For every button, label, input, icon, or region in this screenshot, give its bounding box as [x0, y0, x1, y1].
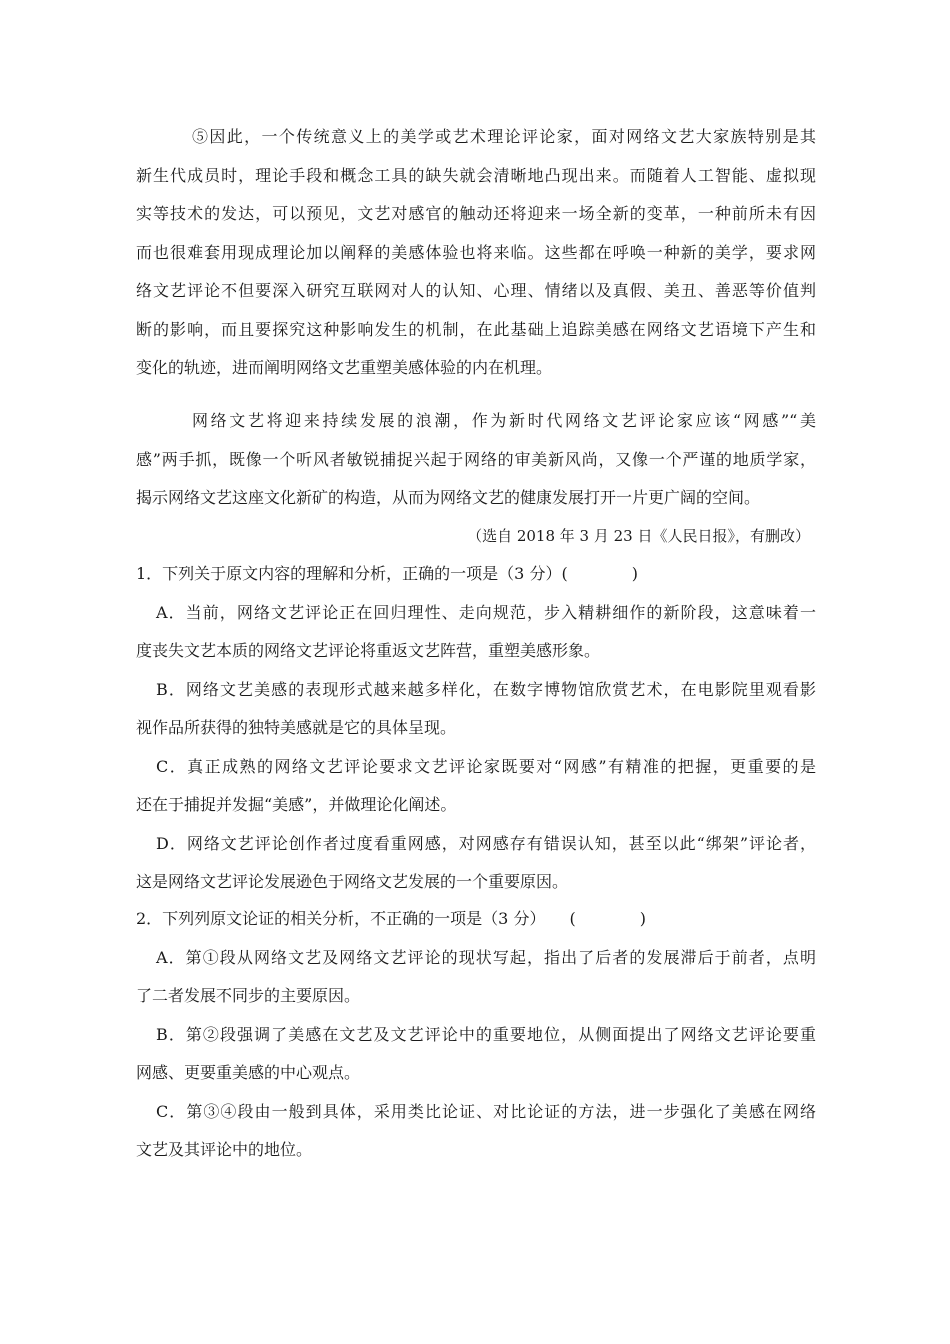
- question-stem: 1．下列关于原文内容的理解和分析，正确的一项是（3 分）( ): [136, 564, 638, 583]
- option-d-line: D．网络文艺评论创作者过度看重网感，对网感存有错误认知，甚至以此“绑架”评论者，: [156, 833, 816, 853]
- paragraph-line: 断的影响，而且要探究这种影响发生的机制，在此基础上追踪美感在网络文艺语境下产生和: [136, 319, 816, 339]
- option-c-line: C．真正成熟的网络文艺评论要求文艺评论家既要对“网感”有精准的把握，更重要的是: [156, 756, 816, 776]
- option-a-line: A．第①段从网络文艺及网络文艺评论的现状写起，指出了后者的发展滞后于前者，点明: [156, 947, 816, 967]
- option-a-line: 度丧失文艺本质的网络文艺评论将重返文艺阵营，重塑美感形象。: [136, 641, 601, 660]
- option-c-line: 还在于捕捉并发掘“美感”，并做理论化阐述。: [136, 795, 457, 814]
- option-a-line: A．当前，网络文艺评论正在回归理性、走向规范，步入精耕细作的新阶段，这意味着一: [156, 602, 816, 622]
- paragraph-line: 揭示网络文艺这座文化新矿的构造，从而为网络文艺的健康发展打开一片更广阔的空间。: [136, 488, 761, 507]
- source-citation: [136, 517, 816, 556]
- paragraph-line: 络文艺评论不但要深入研究互联网对人的认知、心理、情绪以及真假、美丑、善恶等价值判: [136, 281, 816, 300]
- paragraph-line: 网络文艺将迎来持续发展的浪潮，作为新时代网络文艺评论家应该“网感”“美: [192, 411, 816, 430]
- paragraph-line: ⑤因此，一个传统意义上的美学或艺术理论评论家，面对网络文艺大家族特别是其: [192, 127, 816, 146]
- paragraph-6: [136, 402, 816, 518]
- paragraph-line: 新生代成员时，理论手段和概念工具的缺失就会清晰地凸现出来。而随着人工智能、虚拟现: [136, 165, 816, 185]
- option-b-line: 视作品所获得的独特美感就是它的具体呈现。: [136, 718, 457, 737]
- option-a-line: 了二者发展不同步的主要原因。: [136, 986, 361, 1005]
- paragraph-line: 实等技术的发达，可以预见，文艺对感官的触动还将迎来一场全新的变革，一种前所未有因: [136, 204, 816, 223]
- option-c-line: C．第③④段由一般到具体，采用类比论证、对比论证的方法，进一步强化了美感在网络: [156, 1101, 816, 1121]
- option-b-line: B．网络文艺美感的表现形式越来越多样化，在数字博物馆欣赏艺术，在电影院里观看影: [156, 679, 816, 699]
- question-stem: 2．下列列原文论证的相关分析，不正确的一项是（3 分） ( ): [136, 909, 646, 928]
- paragraph-line: 感”两手抓，既像一个听风者敏锐捕捉兴起于网络的审美新风尚，又像一个严谨的地质学家，: [136, 449, 816, 469]
- source-line: （选自 2018 年 3 月 23 日《人民日报》，有删改）: [467, 527, 810, 545]
- paragraph-line: 变化的轨迹，进而阐明网络文艺重塑美感体验的内在机理。: [136, 358, 553, 377]
- option-b-line: 网感、更要重美感的中心观点。: [136, 1063, 361, 1082]
- option-c-line: 文艺及其评论中的地位。: [136, 1140, 313, 1159]
- question-2: [136, 900, 816, 1170]
- question-1: [136, 555, 816, 902]
- option-d-line: 这是网络文艺评论发展逊色于网络文艺发展的一个重要原因。: [136, 872, 569, 891]
- paragraph-5: [136, 118, 816, 388]
- option-b-line: B．第②段强调了美感在文艺及文艺评论中的重要地位，从侧面提出了网络文艺评论要重: [156, 1024, 816, 1044]
- paragraph-line: 而也很难套用现成理论加以阐释的美感体验也将来临。这些都在呼唤一种新的美学，要求网: [136, 242, 816, 262]
